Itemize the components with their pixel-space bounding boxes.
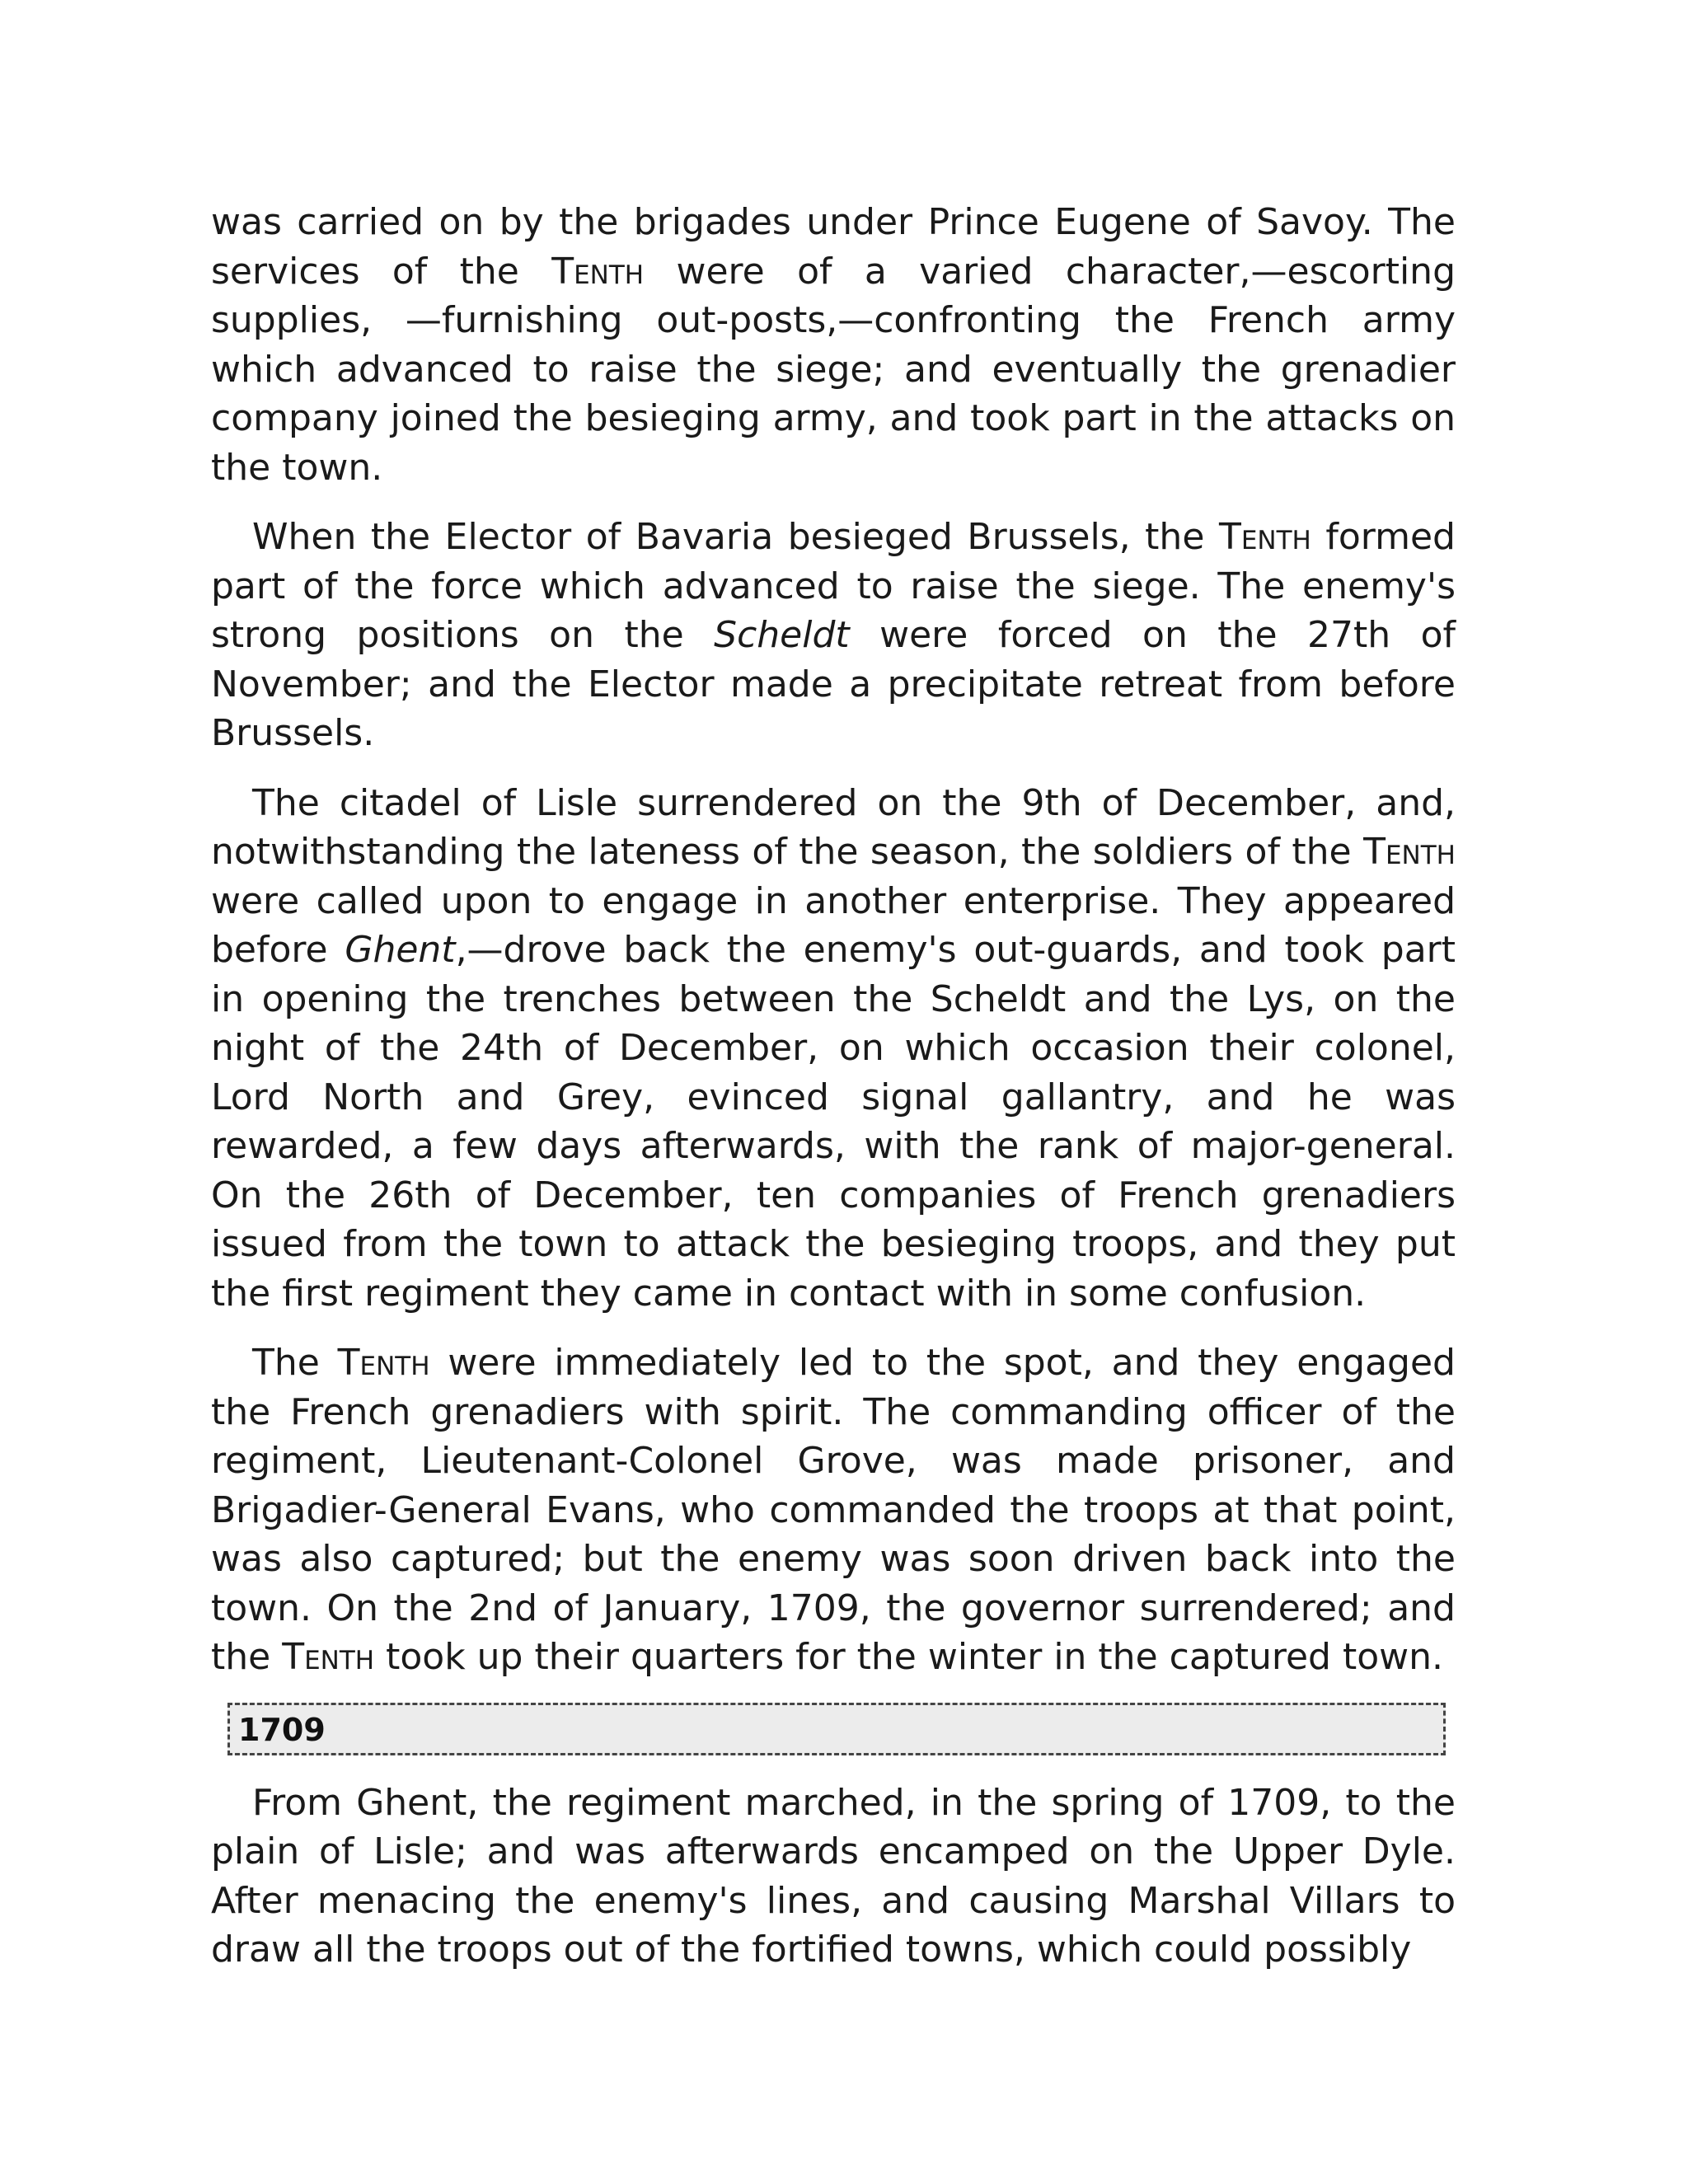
body-paragraph [211,1779,1456,1975]
body-paragraph [211,513,1456,758]
text-run: was carried on by the brigades under Prince Eugene of Savoy. The services of the [211,201,1456,293]
text-run: formed part of the force which advanced to raise the siege. The enemy's strong positions on the [211,516,1456,656]
small-caps-term: Tenth [282,1636,375,1678]
document-page [211,198,1456,1995]
text-run: When the Elector of Bavaria besieged Brussels, the [252,516,1219,558]
paragraphs-before-heading [211,198,1456,1682]
text-run: were forced on the 27th of November; and the Elector made a precipitate retreat from before Brussels. [211,614,1456,754]
italic-term: Ghent [345,929,456,971]
text-run: From Ghent, the regiment marched, in the spring of 1709, to the plain of Lisle; and was afterwards encamped on the Upper Dyle. After menacing the enemy's lines, and causing Marshal Villars to draw all the troops out of the fortified towns, which could possibly [211,1781,1456,1971]
paragraphs-after-heading [211,1779,1456,1975]
text-run: were called upon to engage in another enterprise. They appeared before [211,879,1456,971]
body-paragraph [211,198,1456,492]
body-paragraph [211,779,1456,1319]
text-run: took up their quarters for the winter in the captured town. [374,1636,1443,1678]
small-caps-term: Tenth [337,1342,430,1384]
italic-term: Scheldt [714,614,850,656]
text-run: The [252,1342,338,1384]
small-caps-term: Tenth [551,250,645,293]
text-run: ,—drove back the enemy's out-guards, and took part in opening the trenches between the Scheldt and the Lys, on the night of the 24th of December, on which occasion their colonel, Lord North and Grey, evinced signal gallantry, and he was rewarded, a few days afterwards, with the rank of major-general. On the 26th of December, ten companies of French grenadiers issued from the town to attack the besieging troops, and they put the first regiment they came in contact with in some confusion. [211,929,1456,1315]
text-run: were of a varied character,—escorting supplies, —furnishing out-posts,—confronting the French army which advanced to raise the siege; and eventually the grenadier company joined the besieging army, and took part in the attacks on the town. [211,250,1456,489]
text-run: were immediately led to the spot, and they engaged the French grenadiers with spirit. The commanding officer of the regiment, Lieutenant-Colonel Grove, was made prisoner, and Brigadier-General Evans, who commanded the troops at that point, was also captured; but the enemy was soon driven back into the town. On the 2nd of January, 1709, the governor surrendered; and the [211,1342,1456,1678]
text-run: The citadel of Lisle surrendered on the 9th of December, and, notwithstanding the lateness of the season, the soldiers of the [211,781,1456,873]
small-caps-term: Tenth [1218,516,1311,558]
year-heading: 1709 [227,1703,1446,1755]
body-paragraph [211,1338,1456,1682]
small-caps-term: Tenth [1363,831,1456,873]
